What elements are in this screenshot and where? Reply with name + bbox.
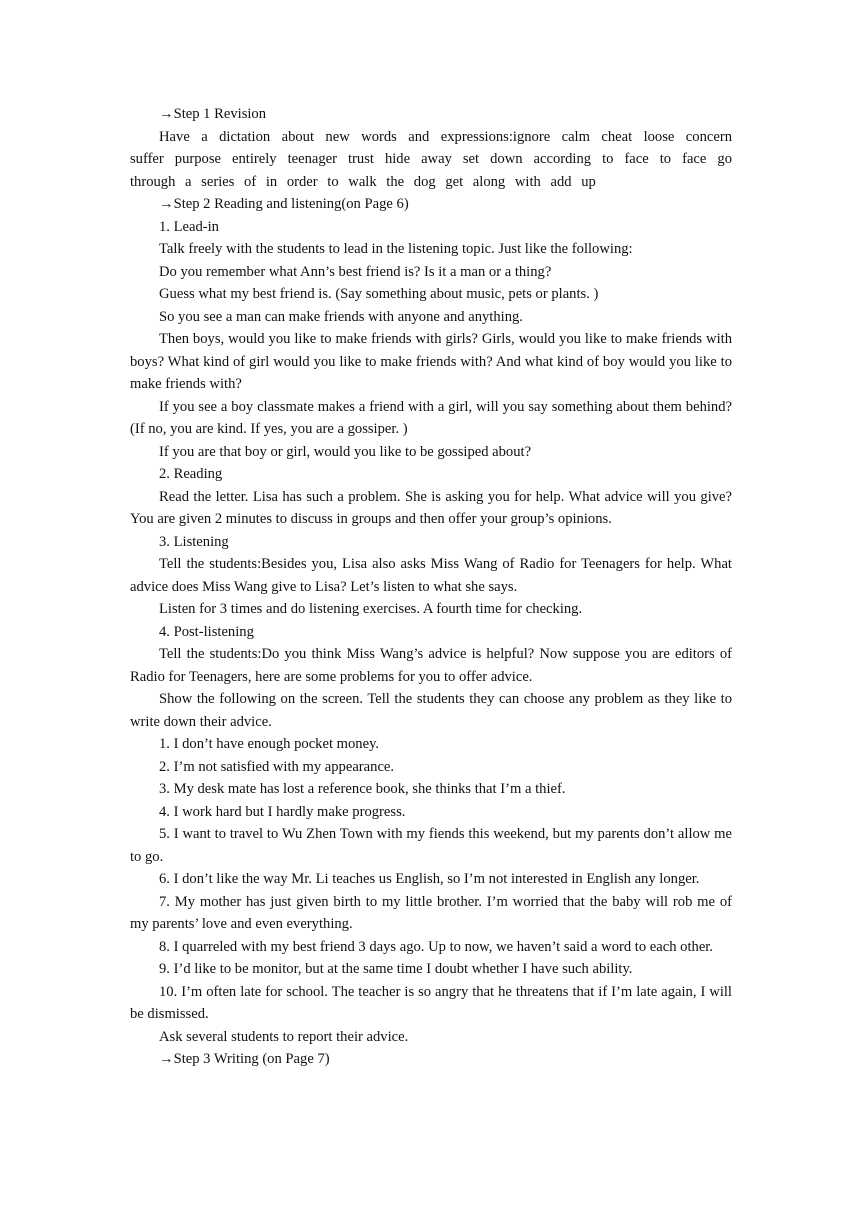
lead-in-questions-friends: Then boys, would you like to make friends with girls? Girls, would you like to make friends with boys? What kind of girl would you like to make friends with? And what kind of boy would you like to make friends with? xyxy=(130,331,732,392)
problem-item: 10. I’m often late for school. The teacher is so angry that he threatens that if I’m late again, I will be dismissed. xyxy=(130,983,732,1022)
listening-paragraph: Tell the students:Besides you, Lisa also asks Miss Wang of Radio for Teenagers for help. What advice does Miss Wang give to Lisa? Let’s listen to what she says. xyxy=(130,556,732,595)
report-instructions: Ask several students to report their advice. xyxy=(159,1028,409,1045)
problem-item: 4. I work hard but I hardly make progress. xyxy=(159,803,406,820)
lead-in-gossip-question: If you see a boy classmate makes a friend with a girl, will you say something about them behind? (If no, you are kind. If yes, you are a gossiper. ) xyxy=(130,398,732,437)
lead-in-statement: So you see a man can make friends with anyone and anything. xyxy=(159,308,523,325)
problem-item: 8. I quarreled with my best friend 3 days ago. Up to now, we haven’t said a word to each other. xyxy=(159,938,714,955)
lead-in-question-2: Guess what my best friend is. (Say something about music, pets or plants. ) xyxy=(159,286,599,302)
post-listening-instructions: Show the following on the screen. Tell the students they can choose any problem as they like to write down their advice. xyxy=(130,691,732,730)
problem-item: 2. I’m not satisfied with my appearance. xyxy=(159,758,395,775)
listening-heading: 3. Listening xyxy=(159,533,229,550)
step1-heading: →Step 1 Revision xyxy=(159,106,267,122)
problem-item: 3. My desk mate has lost a reference book, she thinks that I’m a thief. xyxy=(159,781,566,797)
lead-in-question-1: Do you remember what Ann’s best friend is? Is it a man or a thing? xyxy=(159,263,552,280)
lead-in-intro: Talk freely with the students to lead in the listening topic. Just like the following: xyxy=(159,241,633,257)
problem-item: 9. I’d like to be monitor, but at the same time I doubt whether I have such ability. xyxy=(159,961,633,977)
reading-paragraph: Read the letter. Lisa has such a problem. She is asking you for help. What advice will you give? You are given 2 minutes to discuss in groups and then offer your group’s opinions. xyxy=(130,488,732,527)
problem-item: 6. I don’t like the way Mr. Li teaches us English, so I’m not interested in English any longer. xyxy=(159,871,700,887)
step2-heading: →Step 2 Reading and listening(on Page 6) xyxy=(159,196,409,212)
lead-in-heading: 1. Lead-in xyxy=(159,218,219,235)
problem-item: 5. I want to travel to Wu Zhen Town with my fiends this weekend, but my parents don’t allow me to go. xyxy=(130,826,732,865)
problem-item: 7. My mother has just given birth to my little brother. I’m worried that the baby will rob me of my parents’ love and even everything. xyxy=(130,893,732,932)
problem-item: 1. I don’t have enough pocket money. xyxy=(159,736,380,752)
dictation-paragraph: Have a dictation about new words and expressions:ignore calm cheat loose concern suffer purpose entirely teenager trust hide away set down according to face to face go through a series of in order to walk the dog get along with add up xyxy=(130,128,732,190)
reading-heading: 2. Reading xyxy=(159,466,223,482)
post-listening-paragraph: Tell the students:Do you think Miss Wang’s advice is helpful? Now suppose you are editors of Radio for Teenagers, here are some problems for you to offer advice. xyxy=(130,646,732,685)
lead-in-gossip-followup: If you are that boy or girl, would you like to be gossiped about? xyxy=(159,443,532,460)
document-page xyxy=(130,103,732,1071)
step3-heading: →Step 3 Writing (on Page 7) xyxy=(159,1051,330,1067)
listening-instructions: Listen for 3 times and do listening exercises. A fourth time for checking. xyxy=(159,601,583,617)
post-listening-heading: 4. Post-listening xyxy=(159,623,254,640)
